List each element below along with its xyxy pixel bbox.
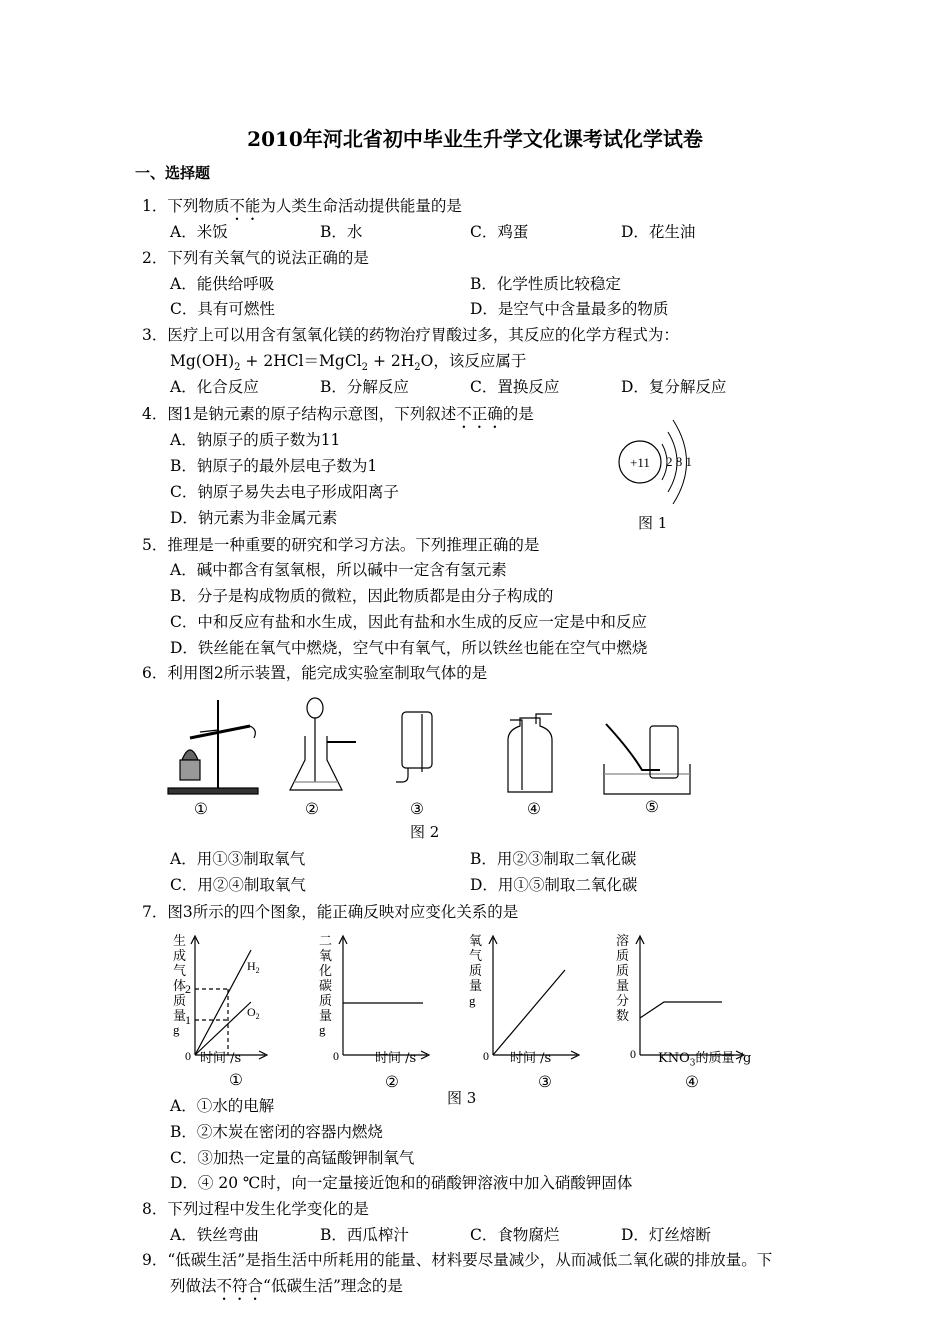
g1-tick-1: 1 <box>185 1013 191 1027</box>
g2-ylabel-2: 化 <box>319 963 333 978</box>
graph-4-solution <box>612 930 752 1070</box>
graph-label-1: ① <box>229 1071 243 1089</box>
question-6: 6．利用图2所示装置，能完成实验室制取气体的是 <box>142 664 488 682</box>
q8-option-a: A．铁丝弯曲 <box>170 1226 259 1244</box>
g3-ylabel-3: 量 <box>469 978 483 993</box>
sodium-atom-diagram <box>610 412 720 512</box>
g1-tick-2: 2 <box>185 982 191 996</box>
g2-ylabel-0: 二 <box>319 933 333 948</box>
g2-origin: 0 <box>333 1049 339 1063</box>
q1-option-b: B．水 <box>320 223 363 241</box>
q6-option-c: C．用②④制取氧气 <box>170 876 306 894</box>
g1-yunit: g <box>173 1022 180 1037</box>
question-5: 5．推理是一种重要的研究和学习方法。下列推理正确的是 <box>142 536 540 554</box>
g3-ylabel-1: 气 <box>469 948 483 963</box>
g3-ylabel-2: 质 <box>469 963 483 978</box>
question-4: 4．图1是钠元素的原子结构示意图，下列叙述不正确的是 <box>142 405 534 423</box>
apparatus-1-heating <box>168 700 258 794</box>
figure-1-caption: 图 1 <box>638 514 668 532</box>
g2-xlabel: 时间 /s <box>375 1051 417 1066</box>
g4-ylabel-4: 分 <box>616 993 630 1008</box>
g1-origin: 0 <box>185 1049 191 1063</box>
question-9: 9．“低碳生活”是指生活中所耗用的能量、材料要尽量减少，从而减低二氧化碳的排放量。下 <box>142 1251 773 1269</box>
q6-option-a: A．用①③制取氧气 <box>170 850 306 868</box>
g1-h2-line <box>195 950 251 1055</box>
q5-option-b: B．分子是构成物质的微粒，因此物质都是由分子构成的 <box>170 587 554 605</box>
q8-option-d: D．灯丝熔断 <box>621 1226 711 1244</box>
q7-option-a: A．①水的电解 <box>170 1097 275 1115</box>
g3-xlabel: 时间 /s <box>510 1051 552 1066</box>
q2-option-d: D．是空气中含量最多的物质 <box>470 300 669 318</box>
q1-option-d: D．花生油 <box>621 223 696 241</box>
apparatus-4-bottle <box>508 714 552 792</box>
q1-option-c: C．鸡蛋 <box>470 223 529 241</box>
q4-option-c: C．钠原子易失去电子形成阳离子 <box>170 483 399 501</box>
q5-option-d: D．铁丝能在氧气中燃烧，空气中有氧气，所以铁丝也能在空气中燃烧 <box>170 639 648 657</box>
g3-line <box>493 970 565 1055</box>
g4-ylabel-2: 质 <box>616 963 630 978</box>
g1-ylabel-4: 质 <box>173 993 187 1008</box>
g4-ylabel-0: 溶 <box>616 933 630 948</box>
g1-ylabel-5: 量 <box>173 1008 187 1023</box>
q6-option-d: D．用①⑤制取二氧化碳 <box>470 876 638 894</box>
q3-option-a: A．化合反应 <box>170 378 259 396</box>
q5-option-a: A．碱中都含有氢氧根，所以碱中一定含有氢元素 <box>170 561 507 579</box>
g1-ylabel-0: 生 <box>173 933 187 948</box>
apparatus-label-5: ⑤ <box>645 798 659 816</box>
g2-ylabel-1: 氧 <box>319 948 333 963</box>
question-3: 3．医疗上可以用含有氢氧化镁的药物治疗胃酸过多，其反应的化学方程式为： <box>142 326 679 344</box>
q8-option-c: C．食物腐烂 <box>470 1226 560 1244</box>
apparatus-5-trough <box>604 724 690 794</box>
section-heading: 一、选择题 <box>135 164 211 182</box>
g2-ylabel-3: 碳 <box>319 978 333 993</box>
q3-option-d: D．复分解反应 <box>621 378 727 396</box>
q3-equation: $Mg(OH)_2$ + 2HCl＝MgCl$_2$ + $2H_2O$，该反应属于 <box>170 352 527 374</box>
electron-shells: 2 8 1 <box>666 454 692 469</box>
q5-option-c: C．中和反应有盐和水生成，因此有盐和水生成的反应一定是中和反应 <box>170 613 647 631</box>
graph-label-3: ③ <box>538 1073 552 1091</box>
graph-1-electrolysis <box>165 930 275 1070</box>
g4-ylabel-3: 量 <box>616 978 630 993</box>
g3-origin: 0 <box>483 1049 489 1063</box>
graph-3-oxygen <box>465 930 585 1070</box>
g4-xlabel: $KNO_3$的质量 /g <box>658 1051 752 1069</box>
g2-ylabel-5: 量 <box>319 1008 333 1023</box>
question-8: 8．下列过程中发生化学变化的是 <box>142 1200 369 1218</box>
g2-ylabel-4: 质 <box>319 993 333 1008</box>
q1-option-a: A．米饭 <box>170 223 228 241</box>
q2-option-a: A．能供给呼吸 <box>170 275 275 293</box>
apparatus-3-collection <box>396 712 432 782</box>
g3-yunit: g <box>469 993 476 1008</box>
q4-option-d: D．钠元素为非金属元素 <box>170 509 338 527</box>
g4-ylabel-1: 质 <box>616 948 630 963</box>
g1-o2-label: $O_2$ <box>247 1005 260 1021</box>
apparatus-2-flask <box>290 698 356 790</box>
g1-ylabel-1: 成 <box>173 948 187 963</box>
figure-2-apparatus <box>160 690 720 820</box>
nucleus-charge: +11 <box>630 455 650 470</box>
q7-option-b: B．②木炭在密闭的容器内燃烧 <box>170 1123 383 1141</box>
figure-3-caption: 图 3 <box>447 1089 477 1107</box>
q2-option-b: B．化学性质比较稳定 <box>470 275 621 293</box>
g1-xlabel: 时间 /s <box>200 1051 242 1066</box>
g4-origin: 0 <box>630 1047 636 1061</box>
q2-option-c: C．具有可燃性 <box>170 300 275 318</box>
g1-ylabel-2: 气 <box>173 963 187 978</box>
g1-o2-line <box>195 1002 251 1055</box>
question-7: 7．图3所示的四个图象，能正确反映对应变化关系的是 <box>142 903 519 921</box>
apparatus-label-2: ② <box>305 800 319 818</box>
apparatus-label-4: ④ <box>527 800 541 818</box>
g3-ylabel-0: 氧 <box>469 933 483 948</box>
apparatus-label-1: ① <box>194 800 208 818</box>
figure-2-caption: 图 2 <box>410 823 440 841</box>
question-9-line-2: 列做法不符合“低碳生活”理念的是 <box>170 1277 403 1295</box>
g4-ylabel-5: 数 <box>616 1008 630 1023</box>
q8-option-b: B．西瓜榨汁 <box>320 1226 409 1244</box>
g2-yunit: g <box>319 1022 326 1037</box>
q7-option-c: C．③加热一定量的高锰酸钾制氧气 <box>170 1149 415 1167</box>
page-title: 2010年河北省初中毕业生升学文化课考试化学试卷 <box>247 127 703 151</box>
g4-line <box>640 1002 722 1018</box>
apparatus-label-3: ③ <box>410 800 424 818</box>
graph-label-4: ④ <box>685 1073 699 1091</box>
question-1: 1．下列物质不能为人类生命活动提供能量的是 <box>142 197 462 215</box>
q6-option-b: B．用②③制取二氧化碳 <box>470 850 637 868</box>
g1-ylabel-3: 体 <box>173 978 187 993</box>
q4-option-a: A．钠原子的质子数为11 <box>170 431 341 449</box>
graph-2-carbon <box>315 930 435 1070</box>
graph-label-2: ② <box>385 1073 399 1091</box>
g1-h2-label: $H_2$ <box>247 959 260 975</box>
q3-option-c: C．置换反应 <box>470 378 560 396</box>
q4-option-b: B．钠原子的最外层电子数为1 <box>170 457 378 475</box>
question-2: 2．下列有关氧气的说法正确的是 <box>142 249 369 267</box>
q3-option-b: B．分解反应 <box>320 378 409 396</box>
q7-option-d: D．④ 20 ℃时，向一定量接近饱和的硝酸钾溶液中加入硝酸钾固体 <box>170 1174 633 1192</box>
